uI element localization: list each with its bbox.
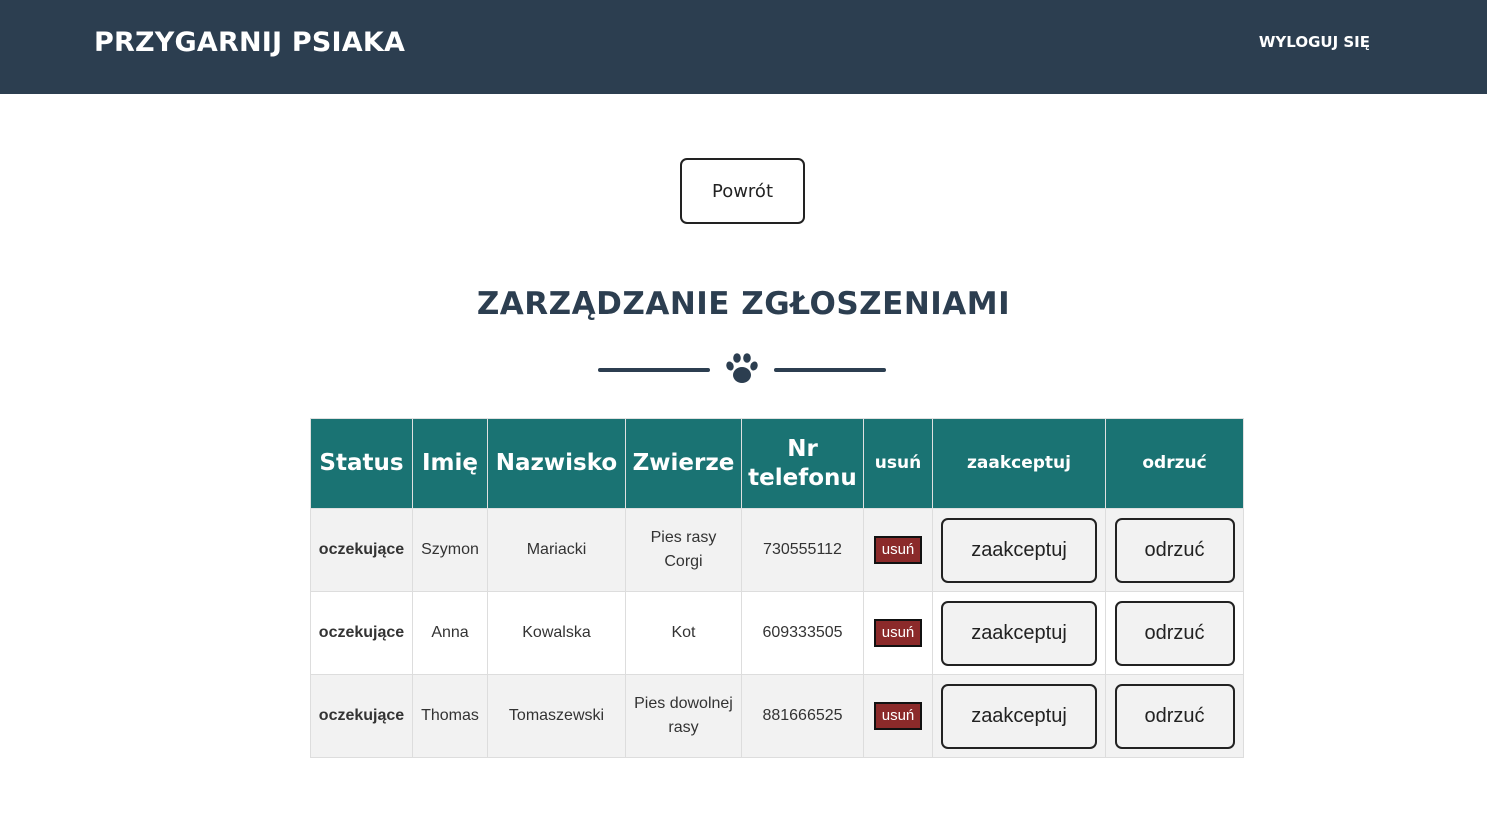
page-title: ZARZĄDZANIE ZGŁOSZENIAMI [476,286,1011,322]
delete-cell [864,592,933,675]
first-name-cell: Thomas [413,675,488,758]
delete-button[interactable]: usuń [874,536,923,564]
paw-icon [725,352,759,386]
navbar [0,0,1487,94]
phone-cell: 881666525 [742,675,864,758]
table-row [311,592,1244,675]
animal-cell: Pies dowolnej rasy [626,675,742,758]
delete-cell [864,675,933,758]
accept-cell [933,675,1106,758]
reject-button[interactable]: odrzuć [1115,518,1235,583]
last-name-cell: Kowalska [488,592,626,675]
header-first-name: Imię [413,419,488,509]
header-reject: odrzuć [1106,419,1244,509]
accept-button[interactable]: zaakceptuj [941,518,1097,583]
reject-cell [1106,509,1244,592]
logout-link[interactable]: WYLOGUJ SIĘ [1258,33,1370,51]
reject-cell [1106,592,1244,675]
table-header-row [311,419,1244,509]
last-name-cell: Mariacki [488,509,626,592]
delete-cell [864,509,933,592]
header-animal: Zwierze [626,419,742,509]
delete-button[interactable]: usuń [874,619,923,647]
reject-button[interactable]: odrzuć [1115,684,1235,749]
back-button[interactable]: Powrót [680,158,805,224]
header-last-name: Nazwisko [488,419,626,509]
status-cell: oczekujące [311,509,413,592]
table-row [311,509,1244,592]
requests-table [310,418,1244,758]
divider-line-right [774,368,886,372]
status-cell: oczekujące [311,592,413,675]
reject-cell [1106,675,1244,758]
header-phone: Nr telefonu [742,419,864,509]
first-name-cell: Anna [413,592,488,675]
header-accept: zaakceptuj [933,419,1106,509]
status-cell: oczekujące [311,675,413,758]
divider-line-left [598,368,710,372]
accept-cell [933,592,1106,675]
phone-cell: 609333505 [742,592,864,675]
reject-button[interactable]: odrzuć [1115,601,1235,666]
brand-link[interactable]: PRZYGARNIJ PSIAKA [94,27,406,58]
accept-cell [933,509,1106,592]
header-status: Status [311,419,413,509]
header-delete: usuń [864,419,933,509]
animal-cell: Pies rasy Corgi [626,509,742,592]
animal-cell: Kot [626,592,742,675]
delete-button[interactable]: usuń [874,702,923,730]
last-name-cell: Tomaszewski [488,675,626,758]
phone-cell: 730555112 [742,509,864,592]
accept-button[interactable]: zaakceptuj [941,684,1097,749]
first-name-cell: Szymon [413,509,488,592]
accept-button[interactable]: zaakceptuj [941,601,1097,666]
table-row [311,675,1244,758]
